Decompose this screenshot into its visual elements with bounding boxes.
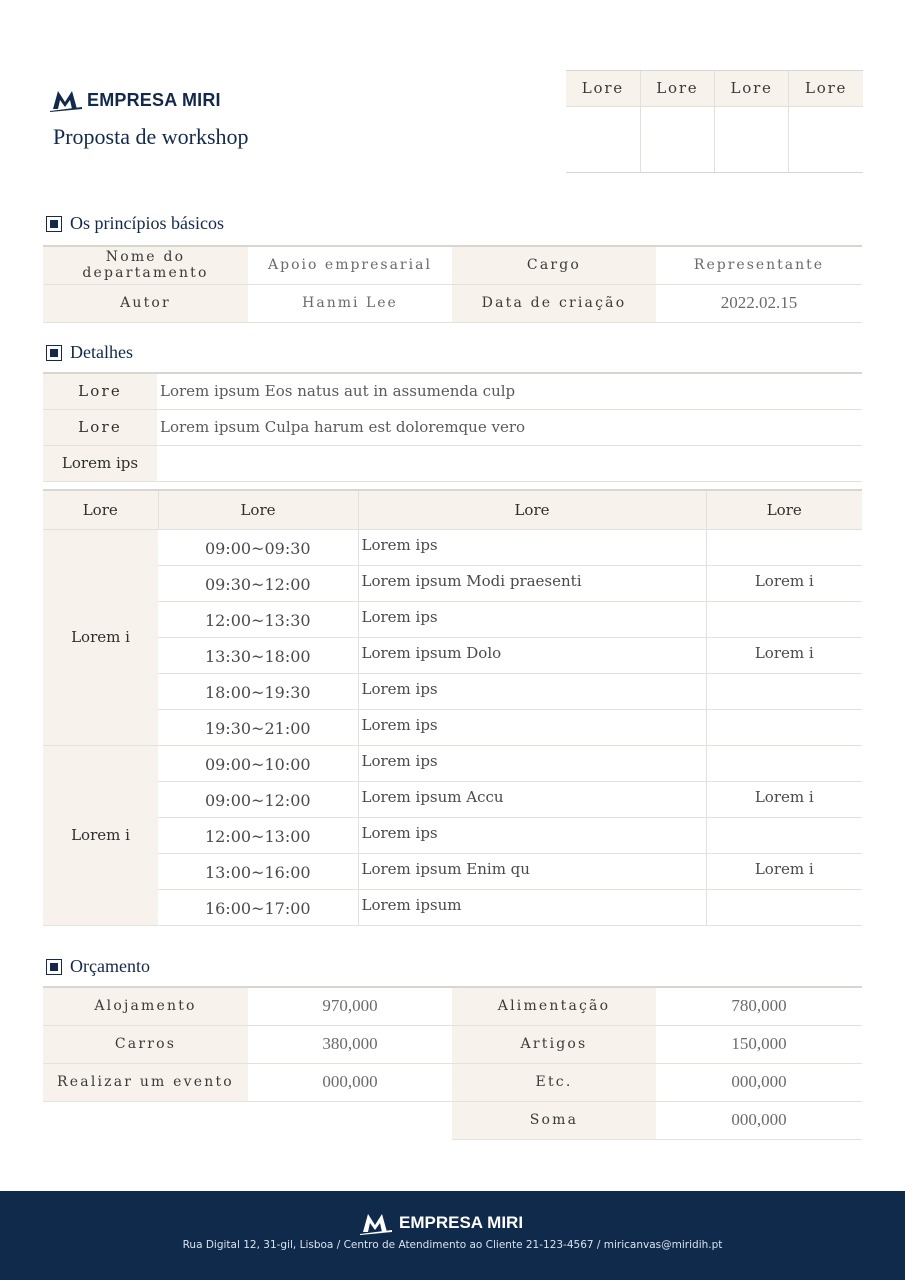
footer-brand-name: EMPRESA MIRI — [399, 1213, 524, 1232]
activity[interactable]: Lorem ips — [358, 745, 706, 781]
day-label: Lorem i — [43, 529, 158, 745]
approval-header: Lore — [789, 71, 863, 106]
activity[interactable]: Lorem ipsum — [358, 889, 706, 925]
table-row — [43, 853, 862, 889]
time-slot[interactable]: 13:00~16:00 — [158, 853, 358, 889]
table-row — [43, 445, 862, 481]
note[interactable] — [706, 889, 862, 925]
footer-address: Rua Digital 12, 31-gil, Lisboa / Centro de Atendimento ao Cliente 21-123-4567 / miricanvas@miridih.pt — [182, 1239, 723, 1251]
table-row — [43, 987, 862, 1025]
table-row — [43, 373, 862, 409]
section-budget-title — [46, 956, 150, 977]
schedule-table — [43, 489, 862, 926]
brand-name: EMPRESA MIRI — [87, 89, 221, 110]
section-heading: Os princípios básicos — [70, 213, 224, 233]
checkbox-square-icon — [46, 959, 62, 975]
budget-label: Artigos — [452, 1025, 656, 1063]
note[interactable]: Lorem i — [706, 853, 862, 889]
detail-label: Lore — [43, 373, 157, 409]
time-slot[interactable]: 18:00~19:30 — [158, 673, 358, 709]
table-row — [43, 745, 862, 781]
table-row — [43, 673, 862, 709]
note[interactable] — [706, 709, 862, 745]
table-row — [43, 709, 862, 745]
table-row — [43, 284, 862, 322]
approval-header: Lore — [640, 71, 714, 106]
day-label: Lorem i — [43, 745, 158, 925]
section-basics-title — [46, 213, 224, 234]
section-heading: Detalhes — [70, 342, 133, 362]
approval-header: Lore — [715, 71, 789, 106]
activity[interactable]: Lorem ipsum Accu — [358, 781, 706, 817]
detail-text[interactable]: Lorem ipsum Eos natus aut in assumenda culp — [157, 373, 862, 409]
table-row — [43, 889, 862, 925]
field-value[interactable]: 2022.02.15 — [656, 284, 862, 322]
section-details-title — [46, 342, 133, 363]
field-label: Data de criação — [452, 284, 656, 322]
time-slot[interactable]: 12:00~13:00 — [158, 817, 358, 853]
time-slot[interactable]: 12:00~13:30 — [158, 601, 358, 637]
detail-label: Lore — [43, 409, 157, 445]
activity[interactable]: Lorem ips — [358, 529, 706, 565]
note[interactable] — [706, 673, 862, 709]
footer-logo — [359, 1211, 523, 1235]
field-value[interactable]: Representante — [656, 246, 862, 284]
approval-cell[interactable] — [566, 106, 640, 172]
table-header-row — [43, 490, 862, 529]
time-slot[interactable]: 09:00~09:30 — [158, 529, 358, 565]
field-value[interactable]: Hanmi Lee — [248, 284, 452, 322]
activity[interactable]: Lorem ips — [358, 673, 706, 709]
table-row — [43, 246, 862, 284]
field-value[interactable]: Apoio empresarial — [248, 246, 452, 284]
activity[interactable]: Lorem ips — [358, 601, 706, 637]
budget-label: Alimentação — [452, 987, 656, 1025]
table-row — [43, 1025, 862, 1063]
page-title: Proposta de workshop — [53, 124, 249, 149]
budget-value[interactable]: 000,000 — [656, 1063, 862, 1101]
table-row — [43, 817, 862, 853]
logo-mark-icon — [49, 88, 83, 112]
time-slot[interactable]: 09:30~12:00 — [158, 565, 358, 601]
time-slot[interactable]: 13:30~18:00 — [158, 637, 358, 673]
approval-header: Lore — [566, 71, 640, 106]
budget-value[interactable]: 380,000 — [248, 1025, 452, 1063]
section-heading: Orçamento — [70, 956, 150, 976]
field-label: Autor — [43, 284, 248, 322]
note[interactable] — [706, 745, 862, 781]
activity[interactable]: Lorem ipsum Dolo — [358, 637, 706, 673]
sum-value[interactable]: 000,000 — [656, 1101, 862, 1139]
sum-label: Soma — [452, 1101, 656, 1139]
activity[interactable]: Lorem ipsum Enim qu — [358, 853, 706, 889]
budget-label: Alojamento — [43, 987, 248, 1025]
budget-value[interactable]: 780,000 — [656, 987, 862, 1025]
checkbox-square-icon — [46, 216, 62, 232]
time-slot[interactable]: 09:00~10:00 — [158, 745, 358, 781]
checkbox-square-icon — [46, 345, 62, 361]
empty-cell — [248, 1101, 452, 1139]
approval-box — [566, 70, 863, 173]
basics-table — [43, 245, 862, 323]
empty-cell — [43, 1101, 248, 1139]
time-slot[interactable]: 09:00~12:00 — [158, 781, 358, 817]
column-header: Lore — [358, 490, 706, 529]
column-header: Lore — [706, 490, 862, 529]
approval-cell[interactable] — [789, 106, 863, 172]
detail-label: Lorem ips — [43, 445, 157, 481]
activity[interactable]: Lorem ips — [358, 817, 706, 853]
table-row — [43, 409, 862, 445]
column-header: Lore — [43, 490, 158, 529]
table-row — [43, 529, 862, 565]
brand-logo — [49, 88, 221, 112]
time-slot[interactable]: 16:00~17:00 — [158, 889, 358, 925]
note[interactable] — [706, 529, 862, 565]
details-table — [43, 372, 862, 482]
table-row — [43, 637, 862, 673]
budget-label: Realizar um evento — [43, 1063, 248, 1101]
table-row — [43, 781, 862, 817]
budget-value[interactable]: 150,000 — [656, 1025, 862, 1063]
note[interactable]: Lorem i — [706, 565, 862, 601]
note[interactable]: Lorem i — [706, 781, 862, 817]
column-header: Lore — [158, 490, 358, 529]
note[interactable] — [706, 817, 862, 853]
budget-value[interactable]: 000,000 — [248, 1063, 452, 1101]
budget-value[interactable]: 970,000 — [248, 987, 452, 1025]
detail-text[interactable]: Lorem ipsum Culpa harum est doloremque vero — [157, 409, 862, 445]
approval-cell[interactable] — [715, 106, 789, 172]
approval-cell[interactable] — [640, 106, 714, 172]
budget-label: Carros — [43, 1025, 248, 1063]
budget-label: Etc. — [452, 1063, 656, 1101]
table-row — [43, 1063, 862, 1101]
logo-mark-icon — [359, 1211, 393, 1235]
activity[interactable]: Lorem ipsum Modi praesenti — [358, 565, 706, 601]
footer — [0, 1191, 905, 1280]
table-row — [43, 601, 862, 637]
budget-table — [43, 986, 862, 1140]
field-label: Nome do departamento — [43, 246, 248, 284]
detail-text[interactable] — [157, 445, 862, 481]
table-row — [43, 565, 862, 601]
note[interactable] — [706, 601, 862, 637]
table-row — [43, 1101, 862, 1139]
field-label: Cargo — [452, 246, 656, 284]
activity[interactable]: Lorem ips — [358, 709, 706, 745]
note[interactable]: Lorem i — [706, 637, 862, 673]
time-slot[interactable]: 19:30~21:00 — [158, 709, 358, 745]
